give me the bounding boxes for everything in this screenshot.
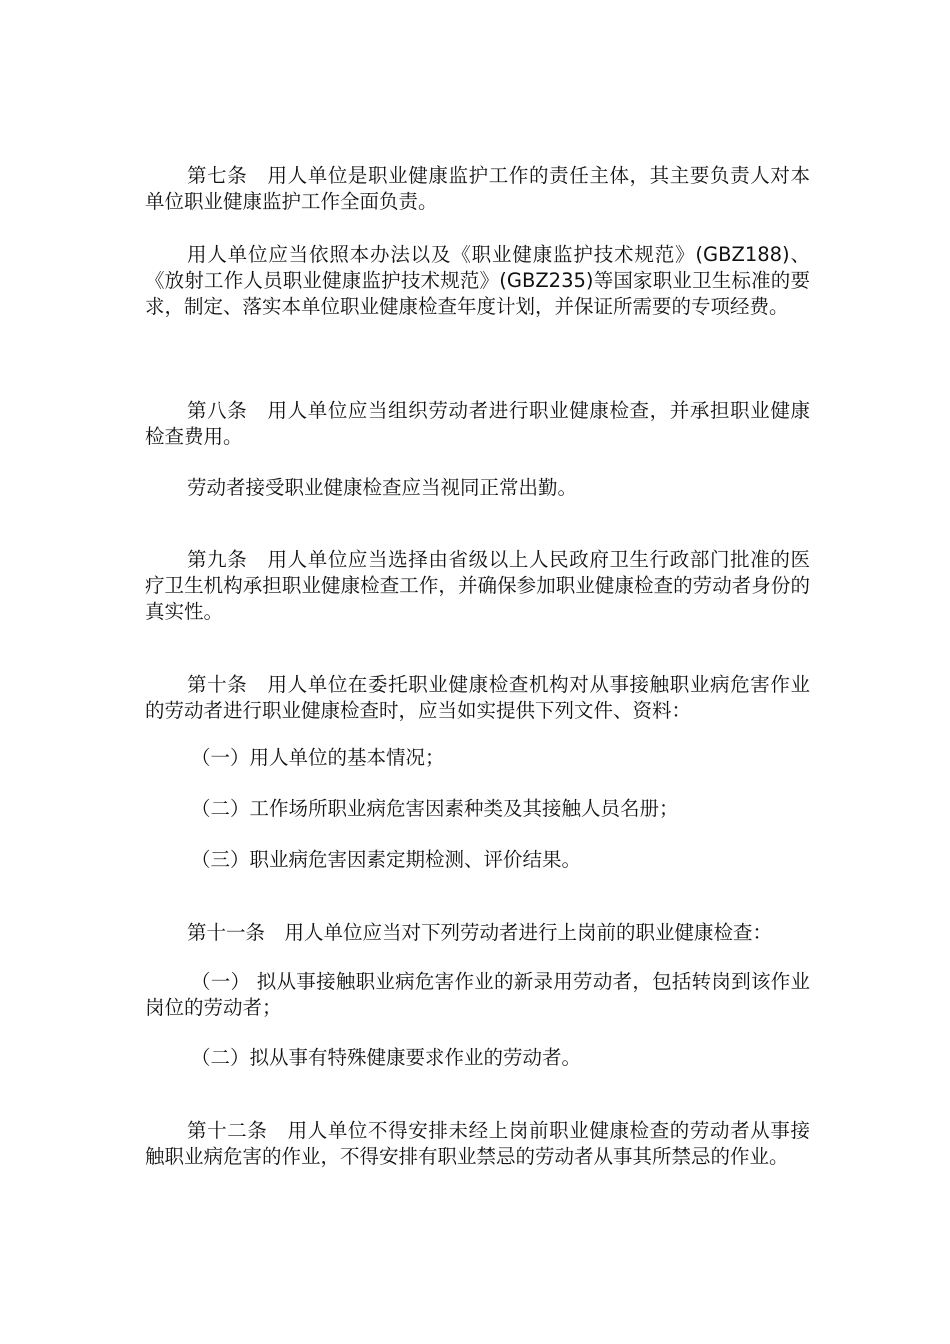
article-10-item-1: （一）用人单位的基本情况； bbox=[191, 746, 445, 769]
article-12-paragraph: 第十二条 用人单位不得安排未经上岗前职业健康检查的劳动者从事接触职业病危害的作业，不得安排有职业禁忌的劳动者从事其所禁忌的作业。 bbox=[145, 1119, 810, 1168]
article-8-paragraph: 第八条 用人单位应当组织劳动者进行职业健康检查，并承担职业健康检查费用。 bbox=[145, 399, 810, 448]
article-11-item-1: （一） 拟从事接触职业病危害作业的新录用劳动者，包括转岗到该作业岗位的劳动者； bbox=[145, 970, 810, 1019]
article-7-paragraph-2: 用人单位应当依照本办法以及《职业健康监护技术规范》(GBZ188)、《放射工作人员职业健康监护技术规范》(GBZ235)等国家职业卫生标准的要求，制定、落实本单位职业健康检查年度计划，并保证所需要的专项经费。 bbox=[145, 243, 810, 318]
article-8-paragraph-2: 劳动者接受职业健康检查应当视同正常出勤。 bbox=[187, 476, 578, 499]
article-10-item-3: （三）职业病危害因素定期检测、评价结果。 bbox=[191, 848, 582, 871]
article-9-paragraph: 第九条 用人单位应当选择由省级以上人民政府卫生行政部门批准的医疗卫生机构承担职业健康检查工作，并确保参加职业健康检查的劳动者身份的真实性。 bbox=[145, 548, 810, 623]
article-10-paragraph: 第十条 用人单位在委托职业健康检查机构对从事接触职业病危害作业的劳动者进行职业健康检查时，应当如实提供下列文件、资料： bbox=[145, 673, 810, 722]
article-10-item-2: （二）工作场所职业病危害因素种类及其接触人员名册； bbox=[191, 797, 679, 820]
article-11-item-2: （二）拟从事有特殊健康要求作业的劳动者。 bbox=[191, 1046, 582, 1069]
article-11-paragraph: 第十一条 用人单位应当对下列劳动者进行上岗前的职业健康检查： bbox=[187, 921, 773, 944]
article-7-paragraph: 第七条 用人单位是职业健康监护工作的责任主体，其主要负责人对本单位职业健康监护工作全面负责。 bbox=[145, 164, 810, 213]
